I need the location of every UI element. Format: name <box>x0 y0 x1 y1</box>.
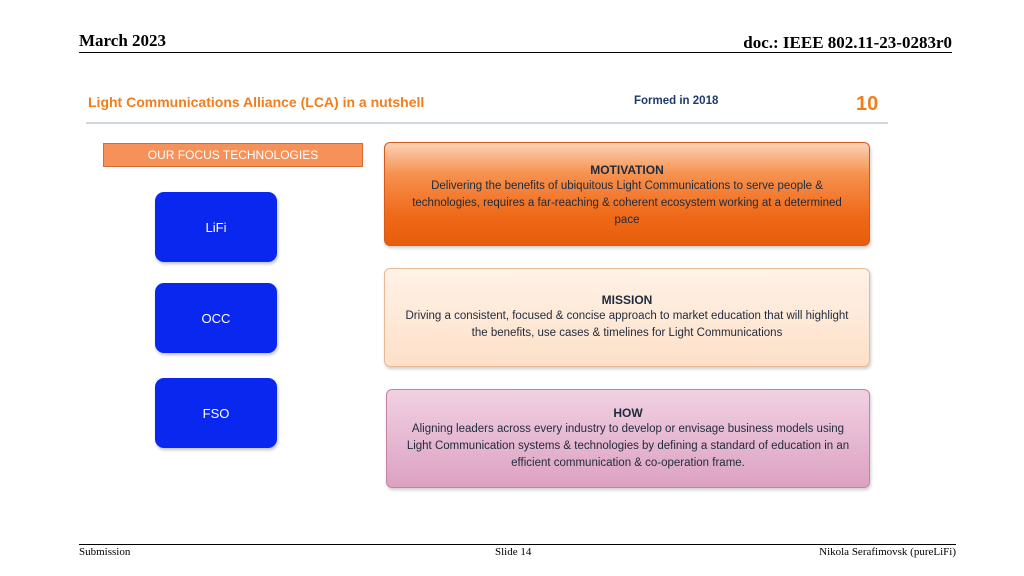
footer-submission: Submission <box>79 546 131 558</box>
motivation-body: Delivering the benefits of ubiquitous Light Communications to serve people & technologies, requires a far-reaching & coherent ecosystem working at a determined pace <box>412 180 842 226</box>
slide-number: 10 <box>856 93 879 115</box>
mission-title: MISSION <box>601 293 653 307</box>
focus-technologies-label: OUR FOCUS TECHNOLOGIES <box>103 143 363 167</box>
tech-box-lifi: LiFi <box>155 192 277 262</box>
motivation-card <box>384 142 870 246</box>
header-date: March 2023 <box>79 31 167 50</box>
tech-box-fso: FSO <box>155 378 277 448</box>
motivation-title: MOTIVATION <box>590 163 664 177</box>
how-title: HOW <box>613 406 643 420</box>
footer-divider <box>79 544 956 545</box>
title-rule <box>86 122 888 124</box>
mission-body: Driving a consistent, focused & concise approach to market education that will highlight the benefits, use cases & timelines for Light Communications <box>405 310 849 339</box>
mission-card <box>384 268 870 367</box>
footer-slide-number: Slide 14 <box>495 546 532 558</box>
tech-box-occ: OCC <box>155 283 277 353</box>
how-body: Aligning leaders across every industry to develop or envisage business models using Light Communication systems & technologies by defining a standard of education in an efficient communication & co-operation frame. <box>406 423 850 469</box>
footer-author: Nikola Serafimovsk (pureLiFi) <box>819 546 956 558</box>
formed-year: Formed in 2018 <box>634 95 719 107</box>
slide-title: Light Communications Alliance (LCA) in a nutshell <box>88 94 425 110</box>
header-divider <box>79 52 952 53</box>
header-doc-id: doc.: IEEE 802.11-23-0283r0 <box>743 33 952 52</box>
how-card <box>386 389 870 488</box>
